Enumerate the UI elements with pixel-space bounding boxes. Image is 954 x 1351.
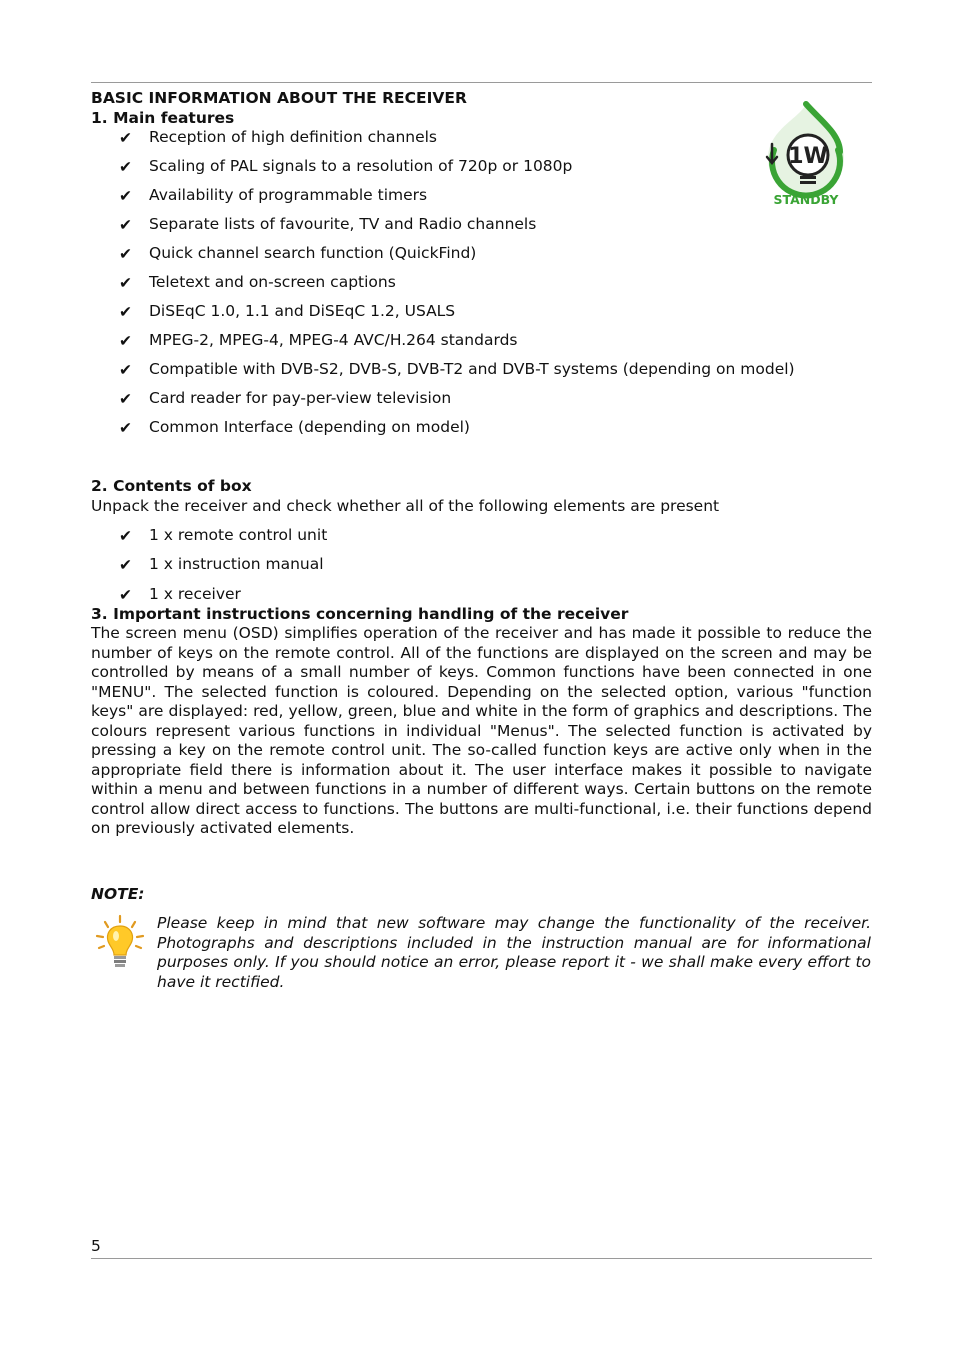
- list-item: ✔ Common Interface (depending on model): [119, 418, 470, 437]
- check-icon: ✔: [119, 187, 132, 205]
- box-contents-list: [91, 526, 872, 614]
- check-icon: ✔: [119, 245, 132, 263]
- section-3-body: The screen menu (OSD) simplifies operation of the receiver and has made it possible to reduce the number of keys on the remote control. All of the functions are displayed on the screen and may be controlled by means of a small number of keys. Common functions have been connected in one "MENU". The selected function is coloured. Depending on the selected option, various "function keys" are displayed: red, yellow, green, blue and white in the form of graphics and descriptions. The colours represent various functions in individual "Menus". The selected function is activated by pressing a key on the remote control unit. The so-called function keys are active only when in the appropriate field there is information about it. The user interface makes it possible to navigate within a menu and between functions in a number of different ways. Certain buttons on the remote control allow direct access to functions. The buttons are multi-functional, i.e. their functions depend on previously activated elements.: [91, 624, 872, 838]
- section-2-title: 2. Contents of box: [91, 477, 252, 495]
- check-icon: ✔: [119, 303, 132, 321]
- list-item: ✔ Quick channel search function (QuickFind): [119, 244, 477, 263]
- check-icon: ✔: [119, 556, 132, 575]
- list-item: ✔ Card reader for pay-per-view television: [119, 389, 452, 408]
- check-icon: ✔: [119, 527, 132, 545]
- list-item: ✔ MPEG-2, MPEG-4, MPEG-4 AVC/H.264 standards: [119, 331, 518, 350]
- check-icon: ✔: [119, 390, 132, 408]
- list-item: ✔ 1 x remote control unit: [119, 526, 328, 545]
- check-icon: ✔: [119, 585, 132, 604]
- check-icon: ✔: [119, 361, 132, 379]
- check-icon: ✔: [119, 129, 132, 147]
- list-item: ✔ Separate lists of favourite, TV and Radio channels: [119, 215, 537, 234]
- svg-text:STANDBY: STANDBY: [773, 192, 839, 207]
- list-item: ✔ Scaling of PAL signals to a resolution of 720p or 1080p: [119, 157, 573, 176]
- footer-rule: [91, 1258, 872, 1259]
- section-3-title: 3. Important instructions concerning handling of the receiver: [91, 604, 629, 623]
- page-number: 5: [91, 1237, 101, 1255]
- note-text: Please keep in mind that new software may change the functionality of the receiver. Photographs and descriptions included in the instruction manual are for informational purposes only. If you should notice an error, please report it - we shall make every effort to have it rectified.: [157, 914, 871, 991]
- list-item: ✔ 1 x receiver: [119, 584, 241, 604]
- svg-text:1W: 1W: [788, 144, 828, 169]
- section-1-title: 1. Main features: [91, 108, 235, 127]
- check-icon: ✔: [119, 332, 132, 350]
- page-content: [91, 89, 872, 839]
- page-heading: BASIC INFORMATION ABOUT THE RECEIVER: [91, 89, 467, 107]
- list-item: ✔ DiSEqC 1.0, 1.1 and DiSEqC 1.2, USALS: [119, 302, 456, 321]
- check-icon: ✔: [119, 419, 132, 437]
- header-rule: [91, 82, 872, 83]
- list-item: ✔ Availability of programmable timers: [119, 186, 428, 205]
- note-title: NOTE:: [91, 885, 145, 903]
- check-icon: ✔: [119, 158, 132, 176]
- features-list: [91, 128, 872, 447]
- standby-1w-icon: [760, 100, 852, 210]
- list-item: ✔ Compatible with DVB-S2, DVB-S, DVB-T2 and DVB-T systems (depending on model): [119, 360, 795, 379]
- lightbulb-icon: [95, 914, 145, 970]
- check-icon: ✔: [119, 216, 132, 234]
- list-item: ✔ Reception of high definition channels: [119, 128, 438, 147]
- check-icon: ✔: [119, 274, 132, 292]
- list-item: ✔ Teletext and on-screen captions: [119, 273, 396, 292]
- section-2-intro: Unpack the receiver and check whether all of the following elements are present: [91, 496, 720, 515]
- list-item: ✔ 1 x instruction manual: [119, 555, 324, 575]
